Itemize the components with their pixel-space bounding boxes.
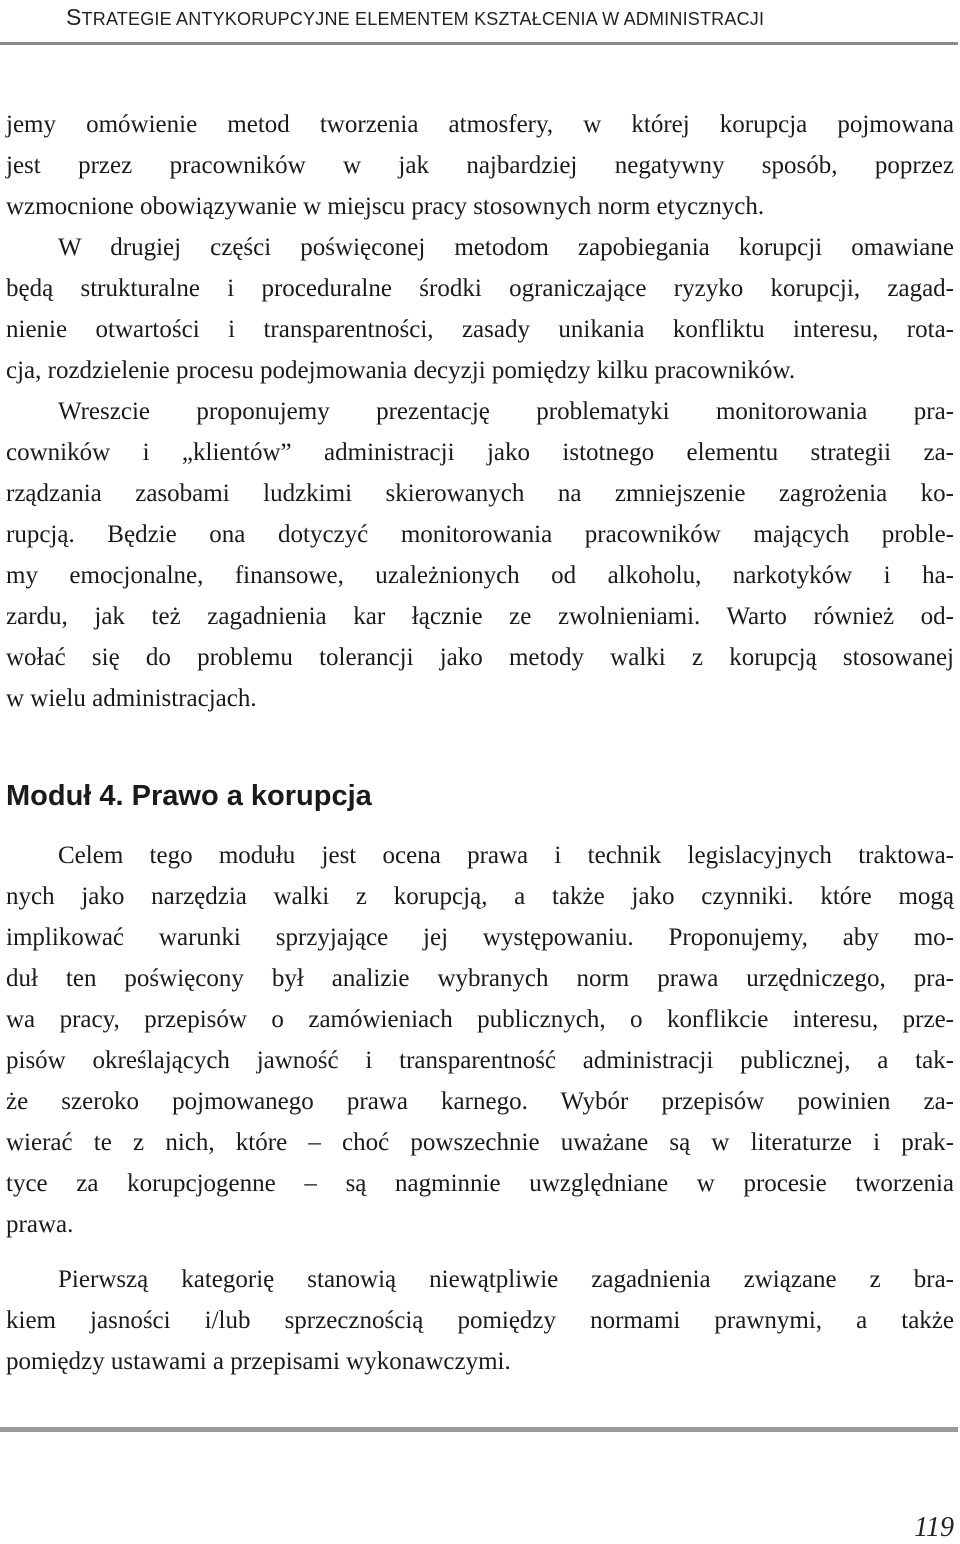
paragraph-prevention-methods <box>6 227 954 391</box>
text-line: wa pracy, przepisów o zamówieniach publicznych, o konflikcie interesu, prze- <box>6 1006 954 1033</box>
text-line: pisów określających jawność i transparentność administracji publicznej, a tak- <box>6 1047 954 1074</box>
text-line: rządzania zasobami ludzkimi skierowanych na zmniejszenie zagrożenia ko- <box>6 480 954 507</box>
text-line: wzmocnione obowiązywanie w miejscu pracy stosownych norm etycznych. <box>6 193 765 220</box>
text-line: wołać się do problemu tolerancji jako metody walki z korupcją stosowanej <box>6 644 954 671</box>
text-line: Wreszcie proponujemy prezentację problematyki monitorowania pra- <box>58 398 954 425</box>
paragraph-module-goal <box>6 835 954 1245</box>
text-line: Celem tego modułu jest ocena prawa i technik legislacyjnych traktowa- <box>58 842 954 869</box>
text-line: że szeroko pojmowanego prawa karnego. Wybór przepisów powinien za- <box>6 1088 954 1115</box>
running-header <box>66 4 764 31</box>
text-line: duł ten poświęcony był analizie wybranych norm prawa urzędniczego, pra- <box>6 965 954 992</box>
text-line: Pierwszą kategorię stanowią niewątpliwie zagadnienia związane z bra- <box>58 1266 954 1293</box>
text-line: nienie otwartości i transparentności, zasady unikania konfliktu interesu, rota- <box>6 316 954 343</box>
paragraph-continuation <box>6 104 954 227</box>
paragraph-first-category <box>6 1259 954 1382</box>
text-line: rupcją. Będzie ona dotyczyć monitorowania pracowników mających proble- <box>6 521 954 548</box>
running-header-initial: S <box>66 4 82 30</box>
text-line: nych jako narzędzia walki z korupcją, a także jako czynniki. które mogą <box>6 883 954 910</box>
header-rule <box>0 42 958 45</box>
running-header-text: TRATEGIE ANTYKORUPCYJNE ELEMENTEM KSZTAŁCENIA W ADMINISTRACJI <box>81 9 765 29</box>
text-line: implikować warunki sprzyjające jej występowaniu. Proponujemy, aby mo- <box>6 924 954 951</box>
page-number: 119 <box>914 1512 954 1543</box>
text-line: cowników i „klientów” administracji jako istotnego elementu strategii za- <box>6 439 954 466</box>
section-heading: Moduł 4. Prawo a korupcja <box>6 780 372 812</box>
body-text-top <box>6 104 954 719</box>
text-line: pomiędzy ustawami a przepisami wykonawczymi. <box>6 1348 511 1375</box>
text-line: wierać te z nich, które – choć powszechnie uważane są w literaturze i prak- <box>6 1129 954 1156</box>
text-line: kiem jasności i/lub sprzecznością pomiędzy normami prawnymi, a także <box>6 1307 954 1334</box>
text-line: my emocjonalne, finansowe, uzależnionych od alkoholu, narkotyków i ha- <box>6 562 954 589</box>
footer-rule <box>0 1427 958 1432</box>
text-line: jemy omówienie metod tworzenia atmosfery, w której korupcja pojmowana <box>6 111 954 138</box>
text-line: cja, rozdzielenie procesu podejmowania decyzji pomiędzy kilku pracowników. <box>6 357 796 384</box>
text-line: tyce za korupcjogenne – są nagminnie uwzględniane w procesie tworzenia <box>6 1170 954 1197</box>
paragraph-monitoring <box>6 391 954 719</box>
text-line: zardu, jak też zagadnienia kar łącznie ze zwolnieniami. Warto również od- <box>6 603 954 630</box>
body-text-bottom <box>6 835 954 1382</box>
text-line: jest przez pracowników w jak najbardziej negatywny sposób, poprzez <box>6 152 954 179</box>
text-line: w wielu administracjach. <box>6 685 257 712</box>
text-line: prawa. <box>6 1211 74 1238</box>
text-line: W drugiej części poświęconej metodom zapobiegania korupcji omawiane <box>58 234 954 261</box>
text-line: będą strukturalne i proceduralne środki ograniczające ryzyko korupcji, zagad- <box>6 275 954 302</box>
